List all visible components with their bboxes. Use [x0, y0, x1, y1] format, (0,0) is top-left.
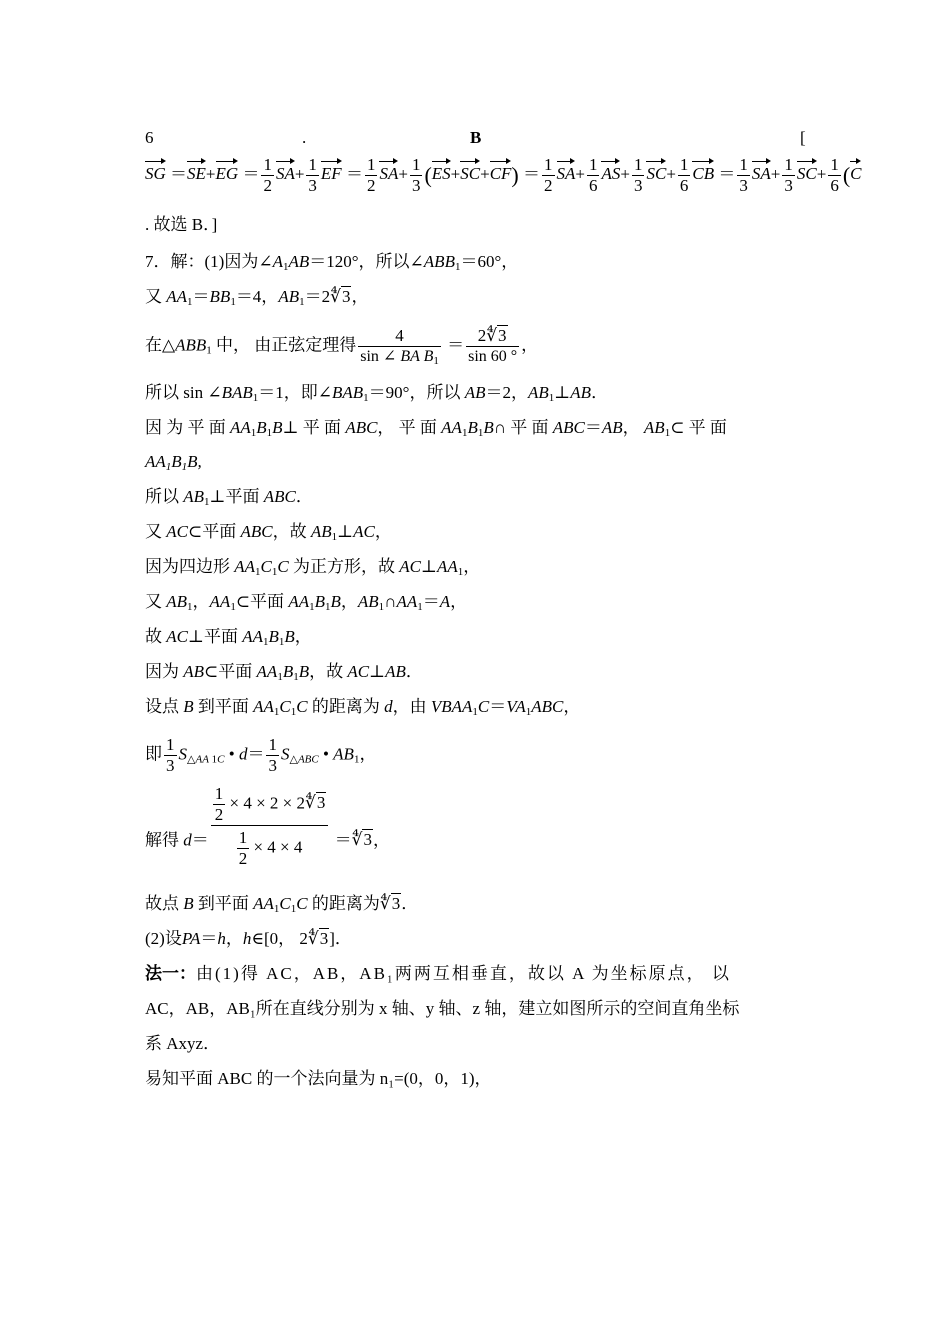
frac-1-3: $\frac{1}{3}$ — [411, 155, 421, 195]
q6-vector-equation: SG ＝SE+EG ＝ $\frac{1}{2}$ SA+ $\frac{1}{3}$ EF ＝ $\frac{1}{2}$ SA+ $\frac{1}{3}$ (ES+SC+CF) ＝ $\frac{1}{2}$ SA+ $\frac{1}{6}$ AS+ $\frac{1}{3}$ SC+ $\frac{1}{6}$ CB ＝ $\frac{1}{3}$ SA+ $\frac{1}{3}$ SC+ $\frac{1}{6}$ (C — [145, 155, 862, 195]
text: 所以 sin ∠ — [145, 383, 222, 402]
paren-close: ) — [511, 162, 519, 188]
paren-open: ( — [424, 162, 432, 188]
vec-sc: SC — [796, 164, 817, 184]
text: 设点 — [145, 697, 179, 716]
q6-header — [145, 127, 825, 149]
vec-sa: SA — [379, 164, 399, 184]
vec-sg: SG — [145, 164, 166, 184]
q6-number: 6 — [145, 128, 154, 147]
vec-ef: EF — [320, 164, 342, 184]
frac-1-2: $\frac{1}{2}$ — [263, 155, 272, 195]
text: 因为 — [145, 662, 179, 681]
q7-line-13: 设点 B 到平面 $AA_1C_1C$ 的距离为 d，由 $VBAA_1C=VA_1ABC$， — [145, 697, 581, 718]
method1-line-1 — [145, 963, 731, 985]
q7-line-3: 在$\triangle ABB_1$ 中， 由正弦定理得 $\frac{4}{\sin \angle BA B_1}$ ＝ $\frac{2∜3}{\sin 60 ^\circ}$ ， — [145, 326, 539, 367]
q7-line-16: 故点 B 到平面 $AA_1C_1C$ 的距离为∜3． — [145, 894, 419, 915]
text: 因 为 平 面 — [145, 418, 226, 437]
q6-dot: . — [302, 128, 307, 147]
paren-open: ( — [842, 162, 851, 188]
q7-line-10: 又 $AB_1$，$AA_1\subset$平面 $AA_1B_1B$，$AB_1\cap AA_1=A$， — [145, 592, 468, 613]
q7-line-2: 又 $AA_1=BB_1=4$，$AB_1=2∜3$， — [145, 287, 369, 308]
text: 即 — [145, 744, 162, 764]
q7-line-5: 因 为 平 面 $AA_1B_1B\perp$ 平 面 ABC， 平 面 $AA_1B_1B\cap$ 平 面 ABC＝AB， $AB_1\subset$ 平 面 — [145, 418, 727, 439]
frac-1-3: $\frac{1}{3}$ — [166, 735, 175, 775]
vec-cb: CB — [692, 164, 715, 184]
vec-sc: SC — [460, 164, 481, 184]
frac-1-3: $\frac{1}{3}$ — [633, 155, 643, 195]
q7-line-7: 所以 $AB_1\perp$平面 ABC． — [145, 487, 313, 508]
frac-1-3: $\frac{1}{3}$ — [268, 735, 277, 775]
method1-line-3: 系 Axyz． — [145, 1034, 221, 1053]
vec-as: AS — [601, 164, 621, 184]
frac-1-6: $\frac{1}{6}$ — [679, 155, 689, 195]
method1-title: 法一： — [145, 964, 196, 983]
method1-line-4: 易知平面 ABC 的一个法向量为 n₁=(0，0，1)， — [145, 1069, 492, 1088]
text: 又 — [145, 522, 162, 541]
vec-se: SE — [187, 164, 206, 184]
q6-bracket: [ — [800, 128, 806, 147]
q7-head: 7．解：(1)因为∠ — [145, 252, 273, 271]
frac-1-2: $\frac{1}{2}$ — [544, 155, 553, 195]
q7-line-14: 即 $\frac{1}{3}$ $S_{\triangle AA 1C}$ • d＝ $\frac{1}{3}$ $S_{\triangle ABC}$ • $AB_1$， — [145, 735, 377, 775]
text: 所以 — [145, 487, 179, 506]
q7-line-9: 因为四边形 $AA_1C_1C$ 为正方形，故 $AC\perp AA_1$， — [145, 557, 481, 578]
vec-sa: SA — [275, 164, 295, 184]
text: 因为四边形 — [145, 557, 230, 576]
frac-1-3: $\frac{1}{3}$ — [784, 155, 793, 195]
q7-line-8: 又 AC⊂平面 ABC，故 $AB_1\perp AC$， — [145, 522, 392, 543]
vec-sc: SC — [646, 164, 667, 184]
method1-line-2: AC，AB，AB₁所在直线分别为 x 轴、y 轴、z 轴，建立如图所示的空间直角坐标 — [145, 999, 740, 1018]
q6-answer: B — [470, 128, 482, 147]
sine-law-right: $\frac{2∜3}{\sin 60 ^\circ}$ — [468, 326, 518, 365]
q7-line-11: 故 AC⊥平面 $AA_1B_1B$， — [145, 627, 312, 648]
vec-eg: EG — [215, 164, 239, 184]
vec-c: C — [850, 164, 862, 184]
q6-conclusion: . 故选 B．] — [145, 215, 218, 234]
text: 又 — [145, 592, 162, 611]
frac-1-3: $\frac{1}{3}$ — [739, 155, 748, 195]
q7-line-1: 7．解：(1)因为$\angle A_1AB=120^\circ$，所以$\angle ABB_1=60^\circ$， — [145, 252, 519, 273]
vec-cf: CF — [489, 164, 512, 184]
q7-line-17: (2)设PA＝h，h∈[0， 2∜3]． — [145, 929, 352, 948]
text: 在△ — [145, 335, 176, 355]
frac-1-6: $\frac{1}{6}$ — [830, 155, 839, 195]
q7-line-12: 因为 AB⊂平面 $AA_1B_1B$，故 AC⊥AB． — [145, 662, 423, 683]
frac-1-6: $\frac{1}{6}$ — [588, 155, 598, 195]
q7-line-4: 所以 $\sin \angle BAB_1=1$，即$\angle BAB_1=90^\circ$，所以 AB＝2，$AB_1\perp AB$． — [145, 383, 609, 404]
text: 又 — [145, 287, 162, 306]
frac-1-3: $\frac{1}{3}$ — [308, 155, 317, 195]
text: 解得 — [145, 830, 179, 850]
vec-sa: SA — [751, 164, 771, 184]
text: 故 — [145, 627, 162, 646]
distance-fraction: $\frac{1}{2}$ × 4 × 2 × 2∜3 $\frac{1}{2}$ × 4 × 4 — [211, 784, 329, 869]
frac-1-2: $\frac{1}{2}$ — [366, 155, 376, 195]
q7-line-15: 解得 d＝ $\frac{1}{2}$ × 4 × 2 × 2∜3 $\frac{1}{2}$ × 4 × 4 ＝∜3， — [145, 784, 390, 868]
sine-law-left: $\frac{4}{\sin \angle BA B_1}$ — [360, 326, 439, 367]
vec-es: ES — [431, 164, 451, 184]
method1-text-1: 由(1)得 AC，AB，AB₁两两互相垂直，故以 A 为坐标原点， 以 — [196, 964, 731, 983]
q7-line-6: $AA_1B_1B$, — [145, 452, 202, 473]
text: 故点 — [145, 894, 179, 913]
vec-sa: SA — [556, 164, 576, 184]
text: (2)设 — [145, 929, 182, 948]
